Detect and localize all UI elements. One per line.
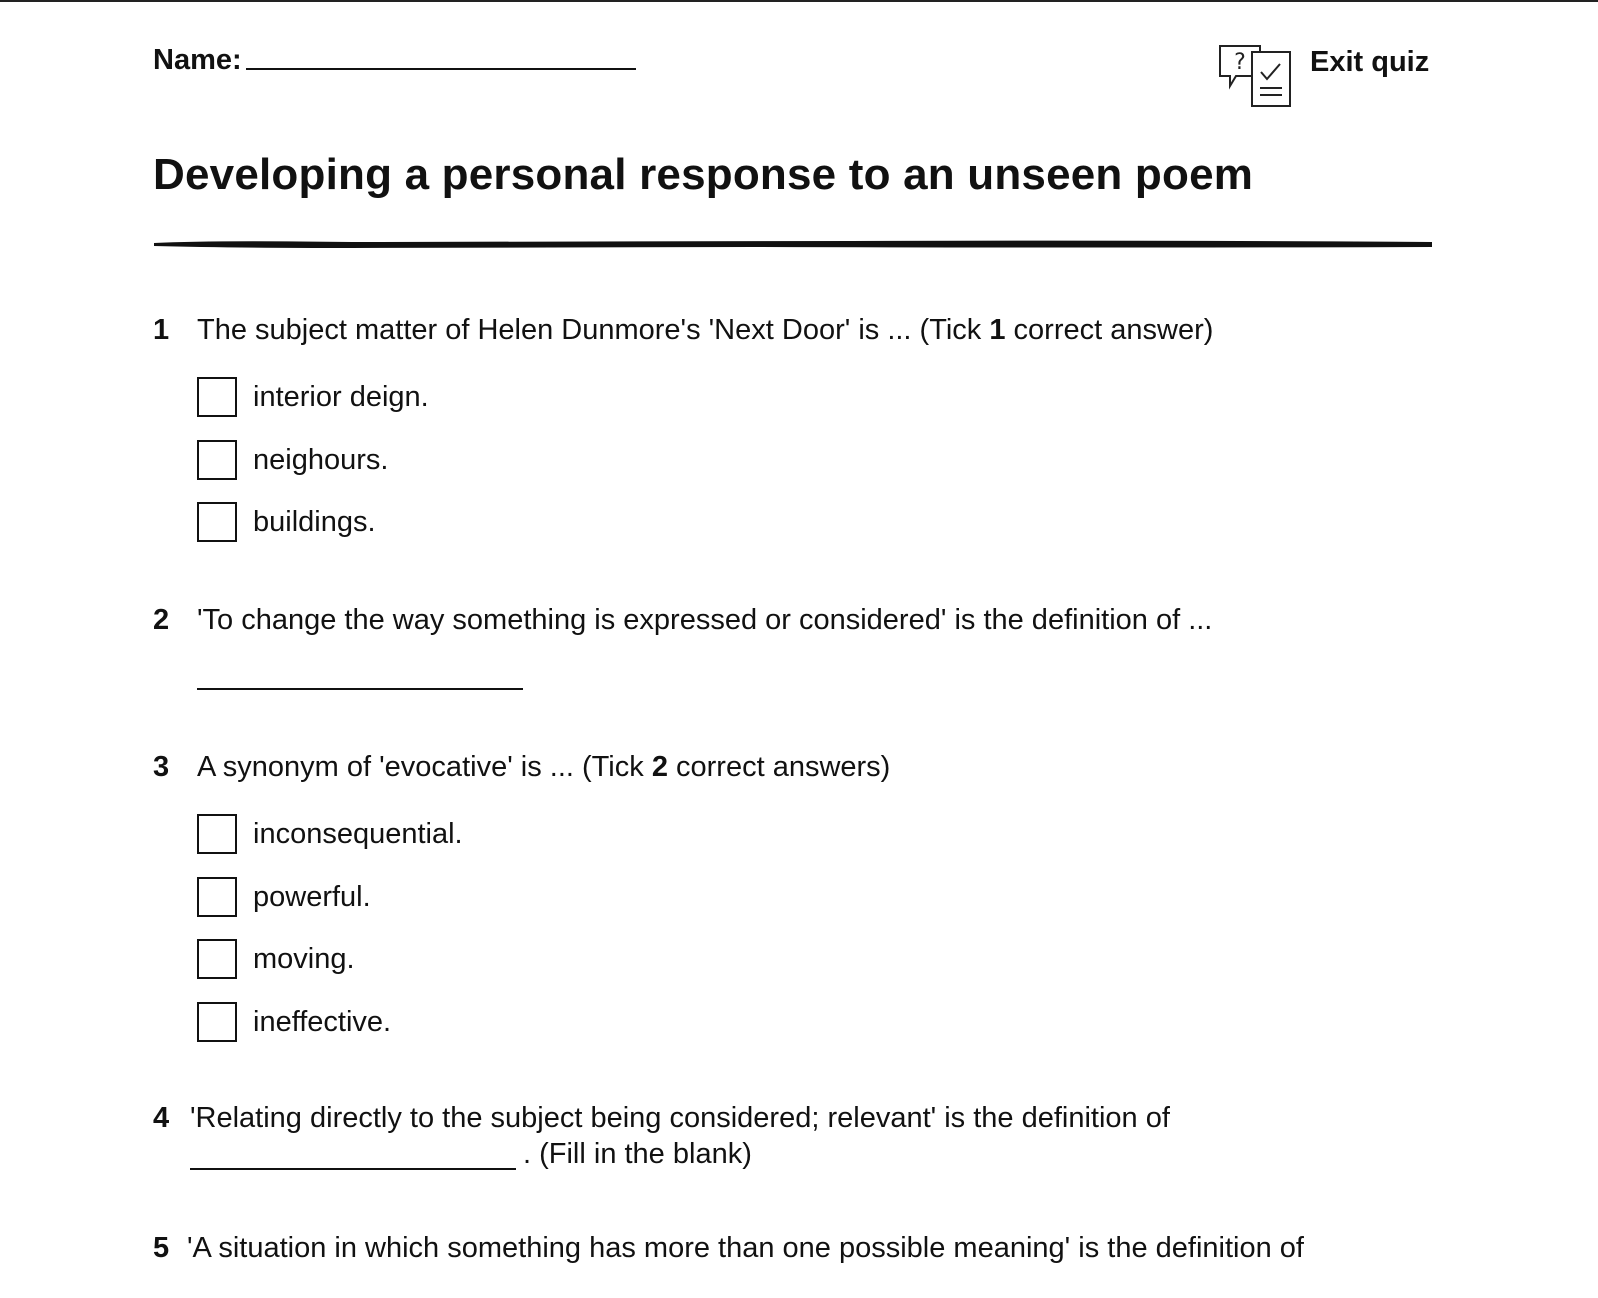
option-label: powerful. (253, 880, 371, 913)
quiz-icon (1218, 42, 1294, 108)
option (197, 1000, 391, 1044)
option (197, 438, 388, 482)
question-text: 'A situation in which something has more than one possible meaning' is the definition of (187, 1232, 1304, 1264)
option (197, 812, 463, 856)
option-label: neighours. (253, 443, 389, 476)
option-checkbox[interactable] (197, 877, 237, 917)
question-text: The subject matter of Helen Dunmore's 'Next Door' is ... (Tick 1 correct answer) (197, 314, 1214, 346)
option-label: buildings. (253, 505, 376, 538)
option-label: inconsequential. (253, 817, 463, 850)
question-text: 'To change the way something is expressed or considered' is the definition of ... (197, 604, 1213, 636)
top-border (0, 0, 1598, 2)
option-label: ineffective. (253, 1005, 392, 1038)
option (197, 375, 429, 419)
name-input-line[interactable] (246, 68, 636, 70)
option (197, 875, 371, 919)
question-text: 'Relating directly to the subject being considered; relevant' is the definition of (190, 1102, 1170, 1134)
option (197, 500, 376, 544)
name-field (153, 44, 636, 77)
option-checkbox[interactable] (197, 502, 237, 542)
answer-line[interactable] (197, 688, 523, 690)
question-number: 5 (153, 1232, 170, 1264)
option-checkbox[interactable] (197, 1002, 237, 1042)
option (197, 937, 355, 981)
page-title: Developing a personal response to an unseen poem (153, 150, 1254, 199)
option-checkbox[interactable] (197, 939, 237, 979)
name-label: Name: (153, 44, 242, 76)
title-divider (152, 238, 1434, 250)
exit-quiz-label: Exit quiz (1310, 46, 1430, 78)
question-text-continued: . (Fill in the blank) (523, 1138, 752, 1170)
answer-line[interactable] (190, 1168, 516, 1170)
question-text: A synonym of 'evocative' is ... (Tick 2 correct answers) (197, 751, 891, 783)
option-checkbox[interactable] (197, 377, 237, 417)
svg-text:?: ? (1234, 50, 1246, 75)
question-number: 2 (153, 604, 170, 636)
question-number: 4 (153, 1102, 170, 1134)
option-label: moving. (253, 942, 355, 975)
option-checkbox[interactable] (197, 440, 237, 480)
question-number: 3 (153, 751, 170, 783)
option-checkbox[interactable] (197, 814, 237, 854)
exit-quiz-header (1218, 42, 1429, 108)
option-label: interior deign. (253, 380, 429, 413)
question-number: 1 (153, 314, 170, 346)
